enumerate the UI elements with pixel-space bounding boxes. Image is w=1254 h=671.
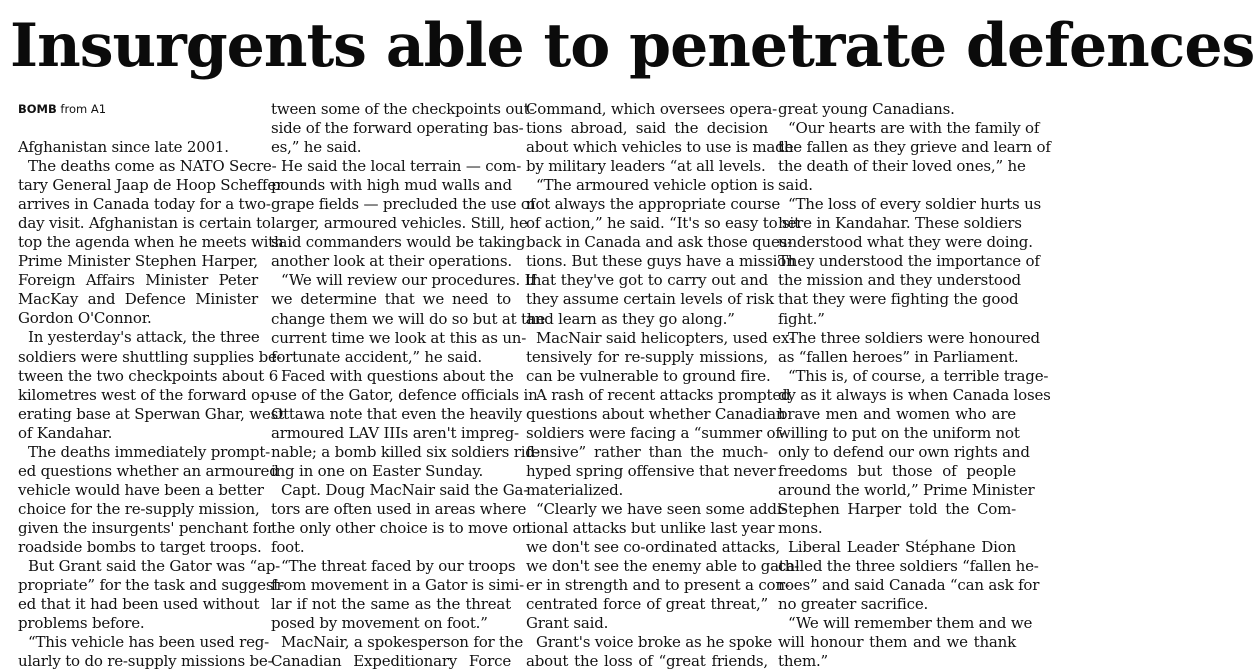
text-line: from movement in a Gator is simi- (271, 576, 525, 595)
text-line: grape fields — precluded the use of (271, 195, 536, 214)
text-line: The three soldiers were honoured (788, 328, 1040, 347)
text-line: “This vehicle has been used reg- (28, 633, 270, 652)
text-line: use of the Gator, defence officials in (271, 385, 538, 404)
text-line: “The loss of every soldier hurts us (788, 195, 1042, 214)
text-line: will honour them and we thank (778, 633, 1016, 652)
text-line: A rash of recent attacks prompted (536, 385, 791, 404)
text-line: soldiers were facing a “summer of- (526, 423, 786, 442)
text-line: MacKay and Defence Minister (18, 290, 258, 309)
text-line: tween some of the checkpoints out- (271, 100, 535, 118)
text-line: roadside bombs to target troops. (18, 537, 262, 556)
text-line: fensive” rather than the much- (526, 442, 768, 461)
text-line: Prime Minister Stephen Harper, (18, 252, 258, 271)
text-line: hyped spring offensive that never (526, 461, 776, 480)
text-line: erating base at Sperwan Ghar, west (18, 404, 284, 423)
text-line: tween the two checkpoints about 6 (18, 366, 279, 385)
text-line: another look at their operations. (271, 252, 512, 271)
text-line: tions. But these guys have a mission (526, 252, 796, 271)
text-line: “We will remember them and we (788, 614, 1033, 633)
text-line: understood what they were doing. (778, 233, 1033, 252)
text-line: “We will review our procedures. If (281, 271, 536, 290)
text-line: He said the local terrain — com- (281, 157, 522, 176)
text-line: nable; a bomb killed six soldiers rid- (271, 442, 540, 461)
headline: Insurgents able to penetrate defences (10, 11, 1254, 81)
text-line: freedoms but those of people (778, 461, 1016, 480)
text-line: we don't see co-ordinated attacks, (526, 538, 780, 557)
text-line: Grant's voice broke as he spoke (536, 633, 773, 652)
text-line: tensively for re-supply missions, (526, 347, 768, 366)
text-line: soldiers were shuttling supplies be- (18, 347, 282, 366)
text-line: problems before. (18, 614, 145, 633)
text-line: Stephen Harper told the Com- (778, 499, 1016, 518)
text-line: materialized. (526, 480, 624, 499)
jump-line (18, 100, 258, 119)
text-line: as “fallen heroes” in Parliament. (778, 347, 1019, 366)
text-line: Foreign Affairs Minister Peter (18, 271, 258, 290)
text-line: Gordon O'Connor. (18, 309, 152, 328)
article-column-2 (271, 100, 546, 671)
text-line: said commanders would be taking (271, 233, 526, 252)
text-line: ed questions whether an armoured (18, 461, 279, 480)
text-line: “This is, of course, a terrible trage- (788, 366, 1049, 385)
text-line: about the loss of “great friends, (526, 652, 768, 671)
text-line: day visit. Afghanistan is certain to (18, 214, 271, 233)
text-line: pounds with high mud walls and (271, 176, 512, 195)
text-line: es,” he said. (271, 138, 362, 157)
text-line: that they've got to carry out and (526, 271, 768, 290)
text-line: Ottawa note that even the heavily (271, 404, 523, 423)
text-line: ing in one on Easter Sunday. (271, 461, 484, 480)
text-line: MacNair, a spokesperson for the (281, 633, 524, 652)
text-line: lar if not the same as the threat (271, 595, 511, 614)
column-4-body (778, 100, 1051, 671)
text-line: given the insurgents' penchant for (18, 518, 274, 537)
text-line: we don't see the enemy able to gath- (526, 557, 800, 576)
jump-label: BOMB (18, 102, 57, 116)
text-line: great young Canadians. (778, 100, 955, 118)
text-line: larger, armoured vehicles. Still, he (271, 214, 528, 233)
text-line: tional attacks but unlike last year (526, 519, 775, 538)
text-line: change them we will do so but at the (271, 309, 546, 328)
text-line: of action,” he said. “It's so easy to sit (526, 214, 800, 233)
text-line: top the agenda when he meets with (18, 233, 284, 252)
text-line: Canadian Expeditionary Force (271, 652, 511, 671)
text-line: of Kandahar. (18, 423, 113, 442)
text-line: ed that it had been used without (18, 595, 260, 614)
text-line: They understood the importance of (778, 252, 1040, 271)
text-line: tors are often used in areas where (271, 499, 527, 518)
text-line: “Our hearts are with the family of (788, 119, 1040, 138)
text-line: here in Kandahar. These soldiers (778, 214, 1022, 233)
text-line: the death of their loved ones,” he (778, 157, 1026, 176)
text-line: side of the forward operating bas- (271, 119, 524, 138)
text-line: “Clearly we have seen some addi- (536, 499, 787, 518)
text-line: In yesterday's attack, the three (28, 328, 260, 347)
text-line: said. (778, 176, 813, 195)
text-line: Capt. Doug MacNair said the Ga- (281, 480, 529, 499)
text-line: fortunate accident,” he said. (271, 347, 482, 366)
column-3-body (526, 100, 800, 671)
text-line: MacNair said helicopters, used ex- (536, 328, 794, 347)
text-line: that they were fighting the good (778, 290, 1019, 309)
text-line: the fallen as they grieve and learn of (778, 138, 1051, 157)
text-line: Command, which oversees opera- (526, 100, 777, 118)
text-line: “The threat faced by our troops (281, 557, 516, 576)
text-line: questions about whether Canadian (526, 404, 786, 423)
text-line: The deaths immediately prompt- (28, 442, 271, 461)
text-line: choice for the re-supply mission, (18, 499, 260, 518)
text-line: brave men and women who are (778, 404, 1016, 423)
text-line: we determine that we need to (271, 290, 511, 309)
text-line: Afghanistan since late 2001. (18, 138, 229, 156)
text-line: ularly to do re-supply missions be- (18, 652, 273, 671)
text-line: around the world,” Prime Minister (778, 480, 1035, 499)
text-line: centrated force of great threat,” (526, 595, 768, 614)
text-line: no greater sacrifice. (778, 595, 929, 614)
text-line: and learn as they go along.” (526, 309, 735, 328)
text-line: willing to put on the uniform not (778, 423, 1020, 442)
text-line: er in strength and to present a con- (526, 576, 790, 595)
text-line: Liberal Leader Stéphane Dion (788, 538, 1016, 557)
text-line: But Grant said the Gator was “ap- (28, 557, 281, 576)
text-line: about which vehicles to use is made (526, 138, 794, 157)
text-line: roes” and said Canada “can ask for (778, 576, 1040, 595)
text-line: tary General Jaap de Hoop Scheffer (18, 176, 284, 195)
column-2-body (271, 100, 546, 671)
text-line: mons. (778, 519, 823, 538)
article-column-4 (778, 100, 1051, 671)
text-line: called the three soldiers “fallen he- (778, 557, 1039, 576)
text-line: armoured LAV IIIs aren't impreg- (271, 423, 519, 442)
text-line: Faced with questions about the (281, 366, 514, 385)
text-line: fight.” (778, 309, 825, 328)
text-line: dy as it always is when Canada loses (778, 385, 1051, 404)
jump-source: from A1 (56, 102, 107, 116)
text-line: current time we look at this as un- (271, 328, 527, 347)
text-line: back in Canada and ask those ques- (526, 233, 793, 252)
text-line: kilometres west of the forward op- (18, 385, 275, 404)
text-line: posed by movement on foot.” (271, 614, 488, 633)
text-line: vehicle would have been a better (18, 480, 264, 499)
text-line: by military leaders “at all levels. (526, 157, 766, 176)
text-line: they assume certain levels of risk (526, 290, 774, 309)
text-line: “The armoured vehicle option is (536, 176, 775, 195)
text-line: Grant said. (526, 614, 609, 633)
text-line: tions abroad, said the decision (526, 119, 768, 138)
column-1-body (18, 138, 285, 671)
text-line: only to defend our own rights and (778, 442, 1030, 461)
text-line: propriate” for the task and suggest- (18, 576, 285, 595)
article-column-1 (18, 100, 285, 671)
text-line: not always the appropriate course (526, 195, 781, 214)
text-line: the only other choice is to move on (271, 519, 531, 538)
text-line: The deaths come as NATO Secre- (28, 157, 277, 176)
text-line: them.” (778, 652, 829, 671)
article-column-3 (526, 100, 800, 671)
text-line: can be vulnerable to ground fire. (526, 366, 771, 385)
text-line: the mission and they understood (778, 271, 1021, 290)
text-line: foot. (271, 538, 305, 557)
text-line: arrives in Canada today for a two- (18, 195, 271, 214)
